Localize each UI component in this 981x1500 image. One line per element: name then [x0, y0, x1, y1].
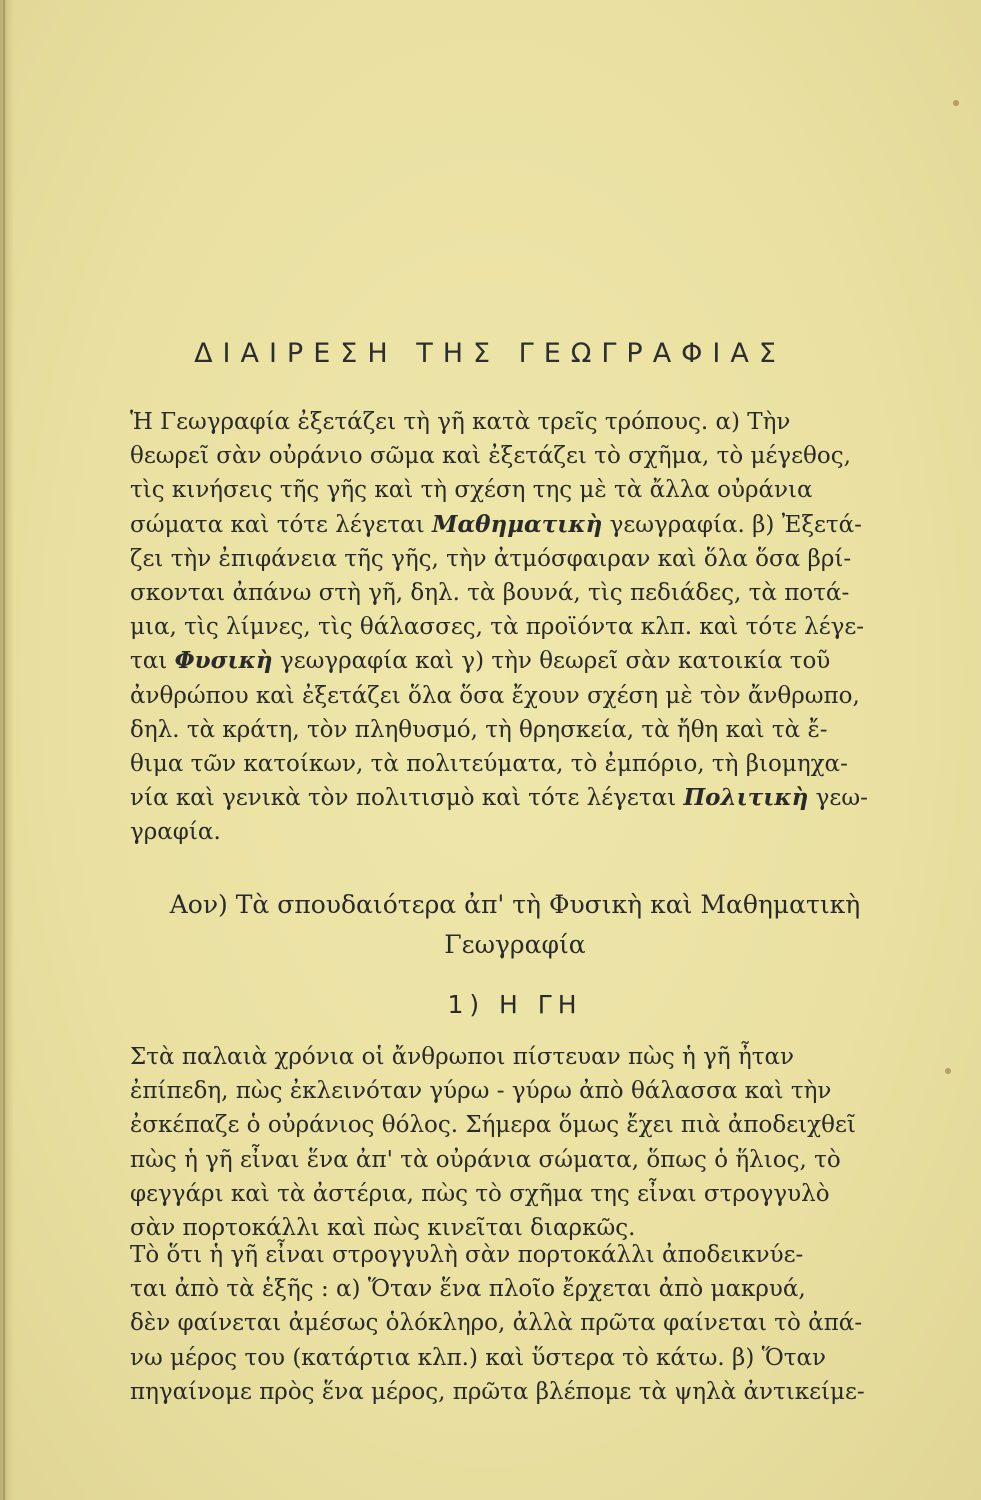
text-line — [130, 508, 900, 542]
text-line: ται ἀπὸ τὰ ἑξῆς : α) Ὅταν ἕνα πλοῖο ἔρχεται ἀπὸ μακρυά, — [130, 1276, 806, 1303]
text-segment: γεωγραφία. β) Ἐξετά- — [602, 511, 862, 538]
text-line: φεγγάρι καὶ τὰ ἀστέρια, πὼς τὸ σχῆμα της εἶναι στρογγυλὸ — [130, 1180, 830, 1207]
subsection-heading: 1) Η ΓΗ — [447, 990, 583, 1019]
text-line — [130, 781, 900, 815]
section-heading-line2: Γεωγραφία — [444, 930, 586, 959]
paragraph-earth-round — [130, 1238, 900, 1409]
text-segment: νία καὶ γενικὰ τὸν πολιτισμὸ καὶ τότε λέγεται — [130, 785, 684, 812]
text-line: θεωρεῖ σὰν οὐράνιο σῶμα καὶ ἐξετάζει τὸ σχῆμα, τὸ μέγεθος, — [130, 443, 851, 470]
term-physical: Φυσικὴ — [174, 647, 273, 675]
page-binding-line — [3, 0, 5, 1500]
text-line: μια, τὶς λίμνες, τὶς θάλασσες, τὰ προϊόντα κλπ. καὶ τότε λέγε- — [130, 614, 865, 641]
text-line: τὶς κινήσεις τῆς γῆς καὶ τὴ σχέση της μὲ τὰ ἄλλα οὐράνια — [130, 477, 813, 504]
text-line: Ἡ Γεωγραφία ἐξετάζει τὴ γῆ κατὰ τρεῖς τρόπους. α) Τὴν — [130, 409, 791, 435]
text-line: ζει τὴν ἐπιφάνεια τῆς γῆς, τὴν ἀτμόσφαιραν καὶ ὅλα ὅσα βρί- — [130, 545, 852, 572]
term-political: Πολιτικὴ — [683, 784, 809, 812]
text-line: σκονται ἀπάνω στὴ γῆ, δηλ. τὰ βουνά, τὶς πεδιάδες, τὰ ποτά- — [130, 580, 850, 607]
text-segment: γεω- — [808, 785, 868, 812]
page-title: ΔΙΑΙΡΕΣΗ ΤΗΣ ΓΕΩΓΡΑΦΙΑΣ — [194, 338, 786, 369]
text-line: πηγαίνομε πρὸς ἕνα μέρος, πρῶτα βλέπομε τὰ ψηλὰ ἀντικείμε- — [130, 1378, 865, 1405]
paragraph-earth-flat — [130, 1040, 900, 1245]
text-segment: σώματα καὶ τότε λέγεται — [130, 511, 432, 538]
text-segment: γεωγραφία καὶ γ) τὴν θεωρεῖ σὰν κατοικία τοῦ — [272, 648, 831, 675]
text-line: ἐσκέπαζε ὁ οὐράνιος θόλος. Σήμερα ὅμως ἔχει πιὰ ἀποδειχθεῖ — [130, 1112, 856, 1139]
text-line: σὰν πορτοκάλλι καὶ πὼς κινεῖται διαρκῶς. — [130, 1215, 636, 1242]
text-line: δὲν φαίνεται ἀμέσως ὁλόκληρο, ἀλλὰ πρῶτα φαίνεται τὸ ἀπά- — [130, 1310, 863, 1337]
text-line: δηλ. τὰ κράτη, τὸν πληθυσμό, τὴ θρησκεία, τὰ ἤθη καὶ τὰ ἔ- — [130, 716, 828, 743]
text-segment: ται — [130, 648, 175, 675]
text-line: ἀνθρώπου καὶ ἐξετάζει ὅλα ὅσα ἔχουν σχέση μὲ τὸν ἄνθρωπο, — [130, 682, 860, 709]
term-mathematical: Μαθηματικὴ — [432, 510, 603, 538]
text-line: νω μέρος του (κατάρτια κλπ.) καὶ ὕστερα τὸ κάτω. β) Ὅταν — [130, 1344, 827, 1371]
text-line: πὼς ἡ γῆ εἶναι ἕνα ἀπ' τὰ οὐράνια σώματα, ὅπως ὁ ἥλιος, τὸ — [130, 1146, 841, 1173]
text-line: Στὰ παλαιὰ χρόνια οἱ ἄνθρωποι πίστευαν πὼς ἡ γῆ ἦταν — [130, 1044, 794, 1070]
text-line: θιμα τῶν κατοίκων, τὰ πολιτεύματα, τὸ ἐμπόριο, τὴ βιομηχα- — [130, 751, 848, 778]
intro-paragraph — [130, 405, 900, 850]
paper-speck — [945, 1068, 951, 1074]
section-heading-line1: Αον) Τὰ σπουδαιότερα ἀπ' τὴ Φυσικὴ καὶ Μαθηματικὴ — [169, 890, 861, 919]
text-line: ἐπίπεδη, πὼς ἐκλεινόταν γύρω - γύρω ἀπὸ θάλασσα καὶ τὴν — [130, 1078, 832, 1105]
text-line: Τὸ ὅτι ἡ γῆ εἶναι στρογγυλὴ σὰν πορτοκάλλι ἀποδεικνύε- — [130, 1242, 804, 1268]
text-line — [130, 644, 900, 678]
paper-speck — [953, 100, 959, 106]
text-line: γραφία. — [130, 819, 221, 846]
section-heading — [130, 885, 900, 965]
